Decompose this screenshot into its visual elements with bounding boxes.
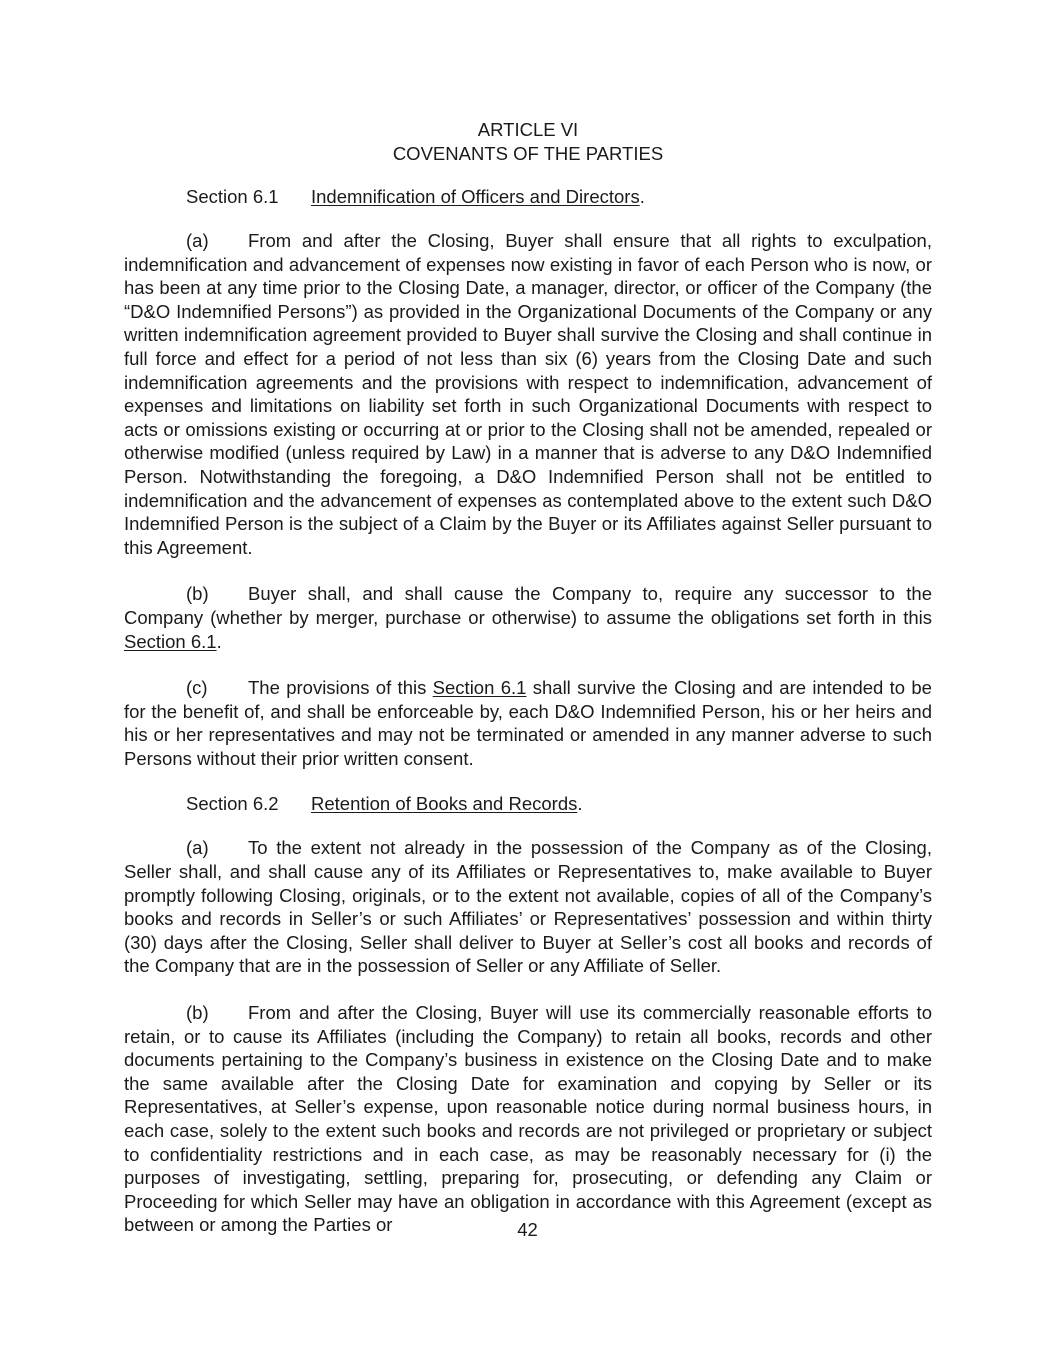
section-6-1-paragraph-a <box>124 229 932 559</box>
paragraph-text-end: shall survive the Closing and are intended to be for the benefit of, and shall be enforceable by, each D&O Indemnified Person, his or her heirs and his or her representatives and may not be terminated or amended in any manner adverse to such Persons without their prior written consent. <box>124 677 932 769</box>
paragraph-text: From and after the Closing, Buyer shall ensure that all rights to exculpation, indemnification and advancement of expenses now existing in favor of each Person who is now, or has been at any time prior to the Closing Date, a manager, director, or officer of the Company (the “D&O Indemnified Persons”) as provided in the Organizational Documents of the Company or any written indemnification agreement provided to Buyer shall survive the Closing and shall continue in full force and effect for a period of not less than six (6) years from the Closing Date and such indemnification agreements and the provisions with respect to indemnification, advancement of expenses and limitations on liability set forth in such Organizational Documents with respect to acts or omissions existing or occurring at or prior to the Closing shall not be amended, repealed or otherwise modified (unless required by Law) in a manner that is adverse to any D&O Indemnified Person. Notwithstanding the foregoing, a D&O Indemnified Person shall not be entitled to indemnification and the advancement of expenses as contemplated above to the extent such D&O Indemnified Person is the subject of a Claim by the Buyer or its Affiliates against Seller pursuant to this Agreement. <box>124 230 932 558</box>
section-reference: Section 6.1 <box>124 630 217 652</box>
page-number: 42 <box>517 1219 538 1240</box>
section-6-1-heading <box>124 185 932 209</box>
paragraph-text: From and after the Closing, Buyer will use its commercially reasonable efforts to retain, or to cause its Affiliates (including the Company) to retain all books, records and other documents pertaining to the Company’s business in existence on the Closing Date and to make the same available after the Closing Date for examination and copying by Seller or its Representatives, at Seller’s expense, upon reasonable notice during normal business hours, in each case, solely to the extent such books and records are not privileged or proprietary or subject to confidentiality restrictions and in each case, as may be reasonably necessary for (i) the purposes of investigating, settling, preparing for, prosecuting, or defending any Claim or Proceeding for which Seller may have an obligation in accordance with this Agreement (except as between or among the Parties or <box>124 1002 932 1236</box>
article-title: COVENANTS OF THE PARTIES <box>392 143 664 164</box>
paragraph-text: To the extent not already in the possession of the Company as of the Closing, Seller shall, and shall cause any of its Affiliates or Representatives to, make available to Buyer promptly following Closing, originals, or to the extent not available, copies of all of the Company’s books and records in Seller’s or such Affiliates’ or Representatives’ possession and within thirty (30) days after the Closing, Seller shall deliver to Buyer at Seller’s cost all books and records of the Company that are in the possession of Seller or any Affiliate of Seller. <box>124 837 932 977</box>
paragraph-label: (c) <box>186 677 208 699</box>
paragraph-text-end: . <box>216 630 222 652</box>
paragraph-label: (b) <box>186 583 209 605</box>
paragraph-label: (a) <box>186 837 209 859</box>
document-page <box>124 118 932 1237</box>
section-6-2-heading <box>124 792 932 816</box>
section-6-1-paragraph-b <box>124 582 932 653</box>
paragraph-label: (a) <box>186 230 209 251</box>
section-6-1-number: Section 6.1 <box>186 186 279 207</box>
section-6-2-paragraph-a <box>124 836 932 978</box>
article-heading <box>124 118 932 166</box>
paragraph-text: Buyer shall, and shall cause the Company to, require any successor to the Company (whether by merger, purchase or otherwise) to assume the obligations set forth in this <box>124 583 932 628</box>
section-6-1-title: Indemnification of Officers and Directors <box>311 186 640 207</box>
paragraph-text: The provisions of this <box>248 677 433 699</box>
section-6-2-title: Retention of Books and Records <box>311 793 578 815</box>
section-reference: Section 6.1 <box>432 677 527 699</box>
section-6-2-paragraph-b <box>124 1001 932 1237</box>
section-6-1-title-period: . <box>639 186 645 207</box>
section-6-2-number: Section 6.2 <box>186 793 279 815</box>
section-6-1-paragraph-c <box>124 676 932 770</box>
paragraph-label: (b) <box>186 1002 209 1024</box>
section-6-2-title-period: . <box>577 793 583 815</box>
article-number: ARTICLE VI <box>477 119 579 140</box>
